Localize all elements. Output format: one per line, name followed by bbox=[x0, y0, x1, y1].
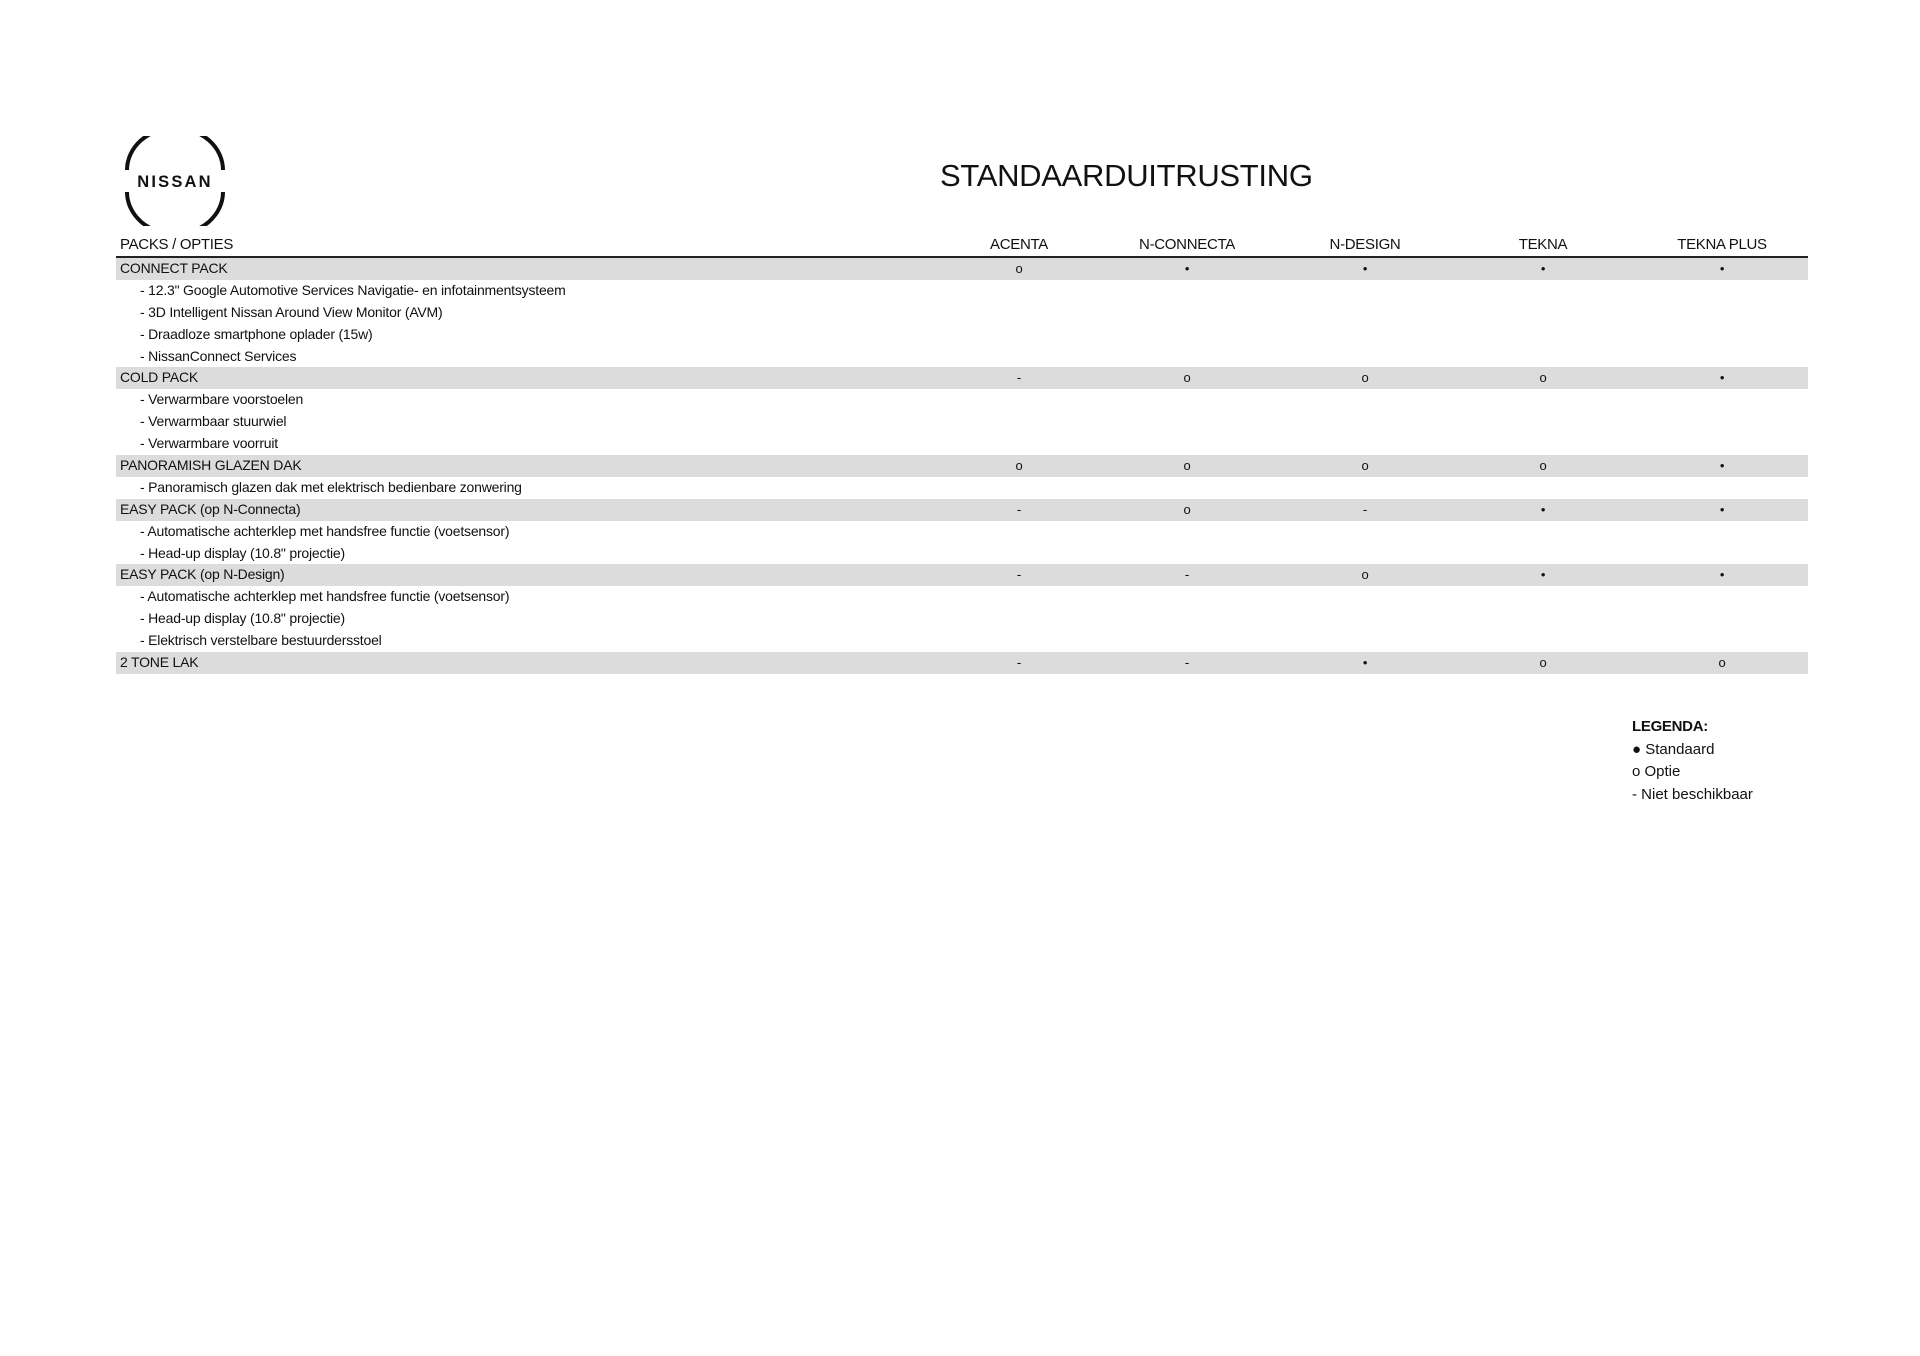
pack-item-label: - 3D Intelligent Nissan Around View Monitor (AVM) bbox=[140, 303, 443, 320]
availability-acenta: - bbox=[1016, 655, 1022, 671]
header-packs-options: PACKS / OPTIES bbox=[120, 236, 234, 253]
availability-n-connecta: o bbox=[1183, 370, 1191, 386]
pack-label: PANORAMISH GLAZEN DAK bbox=[120, 457, 302, 474]
availability-tekna-plus: o bbox=[1718, 655, 1726, 671]
pack-item-row bbox=[116, 630, 1808, 652]
pack-item-label: - Verwarmbaar stuurwiel bbox=[140, 413, 287, 430]
pack-label: CONNECT PACK bbox=[120, 260, 228, 276]
svg-text:NISSAN: NISSAN bbox=[137, 173, 213, 191]
availability-tekna-plus: • bbox=[1719, 370, 1725, 386]
pack-item-label: - Elektrisch verstelbare bestuurdersstoel bbox=[140, 632, 382, 649]
pack-item-label: - Head-up display (10.8" projectie) bbox=[140, 610, 345, 627]
pack-item-row bbox=[116, 586, 1808, 608]
availability-tekna: • bbox=[1540, 261, 1546, 276]
legend-item-standard: ● Standaard bbox=[1632, 740, 1715, 758]
availability-n-connecta: - bbox=[1184, 567, 1190, 583]
availability-acenta: - bbox=[1016, 370, 1022, 386]
legend-item-option: o Optie bbox=[1632, 763, 1681, 780]
availability-n-design: • bbox=[1362, 655, 1368, 671]
pack-row-easy-pack-n-connecta bbox=[116, 499, 1808, 521]
pack-item-row bbox=[116, 543, 1808, 565]
availability-acenta: - bbox=[1016, 501, 1022, 517]
pack-item-row bbox=[116, 521, 1808, 543]
availability-n-design: • bbox=[1362, 261, 1368, 276]
availability-tekna-plus: • bbox=[1719, 501, 1725, 517]
legend-title: LEGENDA: bbox=[1632, 718, 1708, 735]
pack-item-row bbox=[116, 477, 1808, 499]
legend bbox=[1632, 716, 1753, 806]
header-acenta: ACENTA bbox=[990, 236, 1048, 253]
availability-tekna-plus: • bbox=[1719, 458, 1725, 474]
pack-label: EASY PACK (op N-Design) bbox=[120, 566, 285, 583]
header-n-design: N-DESIGN bbox=[1329, 236, 1401, 253]
availability-acenta: o bbox=[1015, 458, 1023, 474]
pack-row-easy-pack-n-design bbox=[116, 564, 1808, 586]
pack-item-row bbox=[116, 280, 1808, 302]
table-header bbox=[116, 232, 1808, 258]
pack-item-label: - Verwarmbare voorstoelen bbox=[140, 391, 304, 408]
pack-item-row bbox=[116, 324, 1808, 346]
header-tekna-plus: TEKNA PLUS bbox=[1677, 236, 1767, 253]
header-tekna: TEKNA bbox=[1518, 236, 1568, 253]
availability-n-connecta: o bbox=[1183, 501, 1191, 517]
availability-tekna: o bbox=[1539, 655, 1547, 671]
pack-item-row bbox=[116, 389, 1808, 411]
availability-tekna-plus: • bbox=[1719, 567, 1725, 583]
availability-acenta: o bbox=[1015, 261, 1023, 276]
pack-label: COLD PACK bbox=[120, 369, 199, 386]
pack-item-label: - 12.3" Google Automotive Services Navigatie- en infotainmentsysteem bbox=[140, 281, 566, 298]
pack-label: EASY PACK (op N-Connecta) bbox=[120, 500, 301, 517]
availability-n-connecta: - bbox=[1184, 655, 1190, 671]
pack-item-row bbox=[116, 411, 1808, 433]
pack-item-row bbox=[116, 346, 1808, 368]
pack-item-row bbox=[116, 608, 1808, 630]
pack-item-label: - Draadloze smartphone oplader (15w) bbox=[140, 325, 373, 342]
availability-n-design: o bbox=[1361, 458, 1369, 474]
pack-row-panoramic-roof bbox=[116, 455, 1808, 477]
pack-row-connect-pack bbox=[116, 258, 1808, 280]
pack-item-label: - Verwarmbare voorruit bbox=[140, 435, 278, 452]
availability-n-design: o bbox=[1361, 370, 1369, 386]
pack-row-cold-pack bbox=[116, 367, 1808, 389]
nissan-logo bbox=[120, 136, 230, 226]
header-n-connecta: N-CONNECTA bbox=[1139, 236, 1235, 253]
availability-tekna-plus: • bbox=[1719, 261, 1725, 276]
availability-tekna: • bbox=[1540, 567, 1546, 583]
equipment-table bbox=[116, 232, 1808, 674]
availability-tekna: • bbox=[1540, 501, 1546, 517]
pack-item-row bbox=[116, 302, 1808, 324]
pack-item-label: - Automatische achterklep met handsfree functie (voetsensor) bbox=[140, 588, 510, 605]
pack-label: 2 TONE LAK bbox=[120, 654, 199, 671]
availability-n-connecta: • bbox=[1184, 261, 1190, 276]
availability-tekna: o bbox=[1539, 370, 1547, 386]
availability-n-design: o bbox=[1361, 567, 1369, 583]
pack-row-two-tone-paint bbox=[116, 652, 1808, 674]
pack-item-label: - Automatische achterklep met handsfree functie (voetsensor) bbox=[140, 522, 510, 539]
availability-n-design: - bbox=[1362, 501, 1368, 517]
pack-item-label: - Head-up display (10.8" projectie) bbox=[140, 544, 345, 561]
pack-item-label: - NissanConnect Services bbox=[140, 347, 297, 364]
pack-item-label: - Panoramisch glazen dak met elektrisch bedienbare zonwering bbox=[140, 478, 522, 495]
availability-n-connecta: o bbox=[1183, 458, 1191, 474]
availability-tekna: o bbox=[1539, 458, 1547, 474]
page-title: STANDAARDUITRUSTING bbox=[940, 158, 1313, 193]
availability-acenta: - bbox=[1016, 567, 1022, 583]
pack-item-row bbox=[116, 433, 1808, 455]
legend-item-not-available: - Niet beschikbaar bbox=[1632, 785, 1753, 803]
